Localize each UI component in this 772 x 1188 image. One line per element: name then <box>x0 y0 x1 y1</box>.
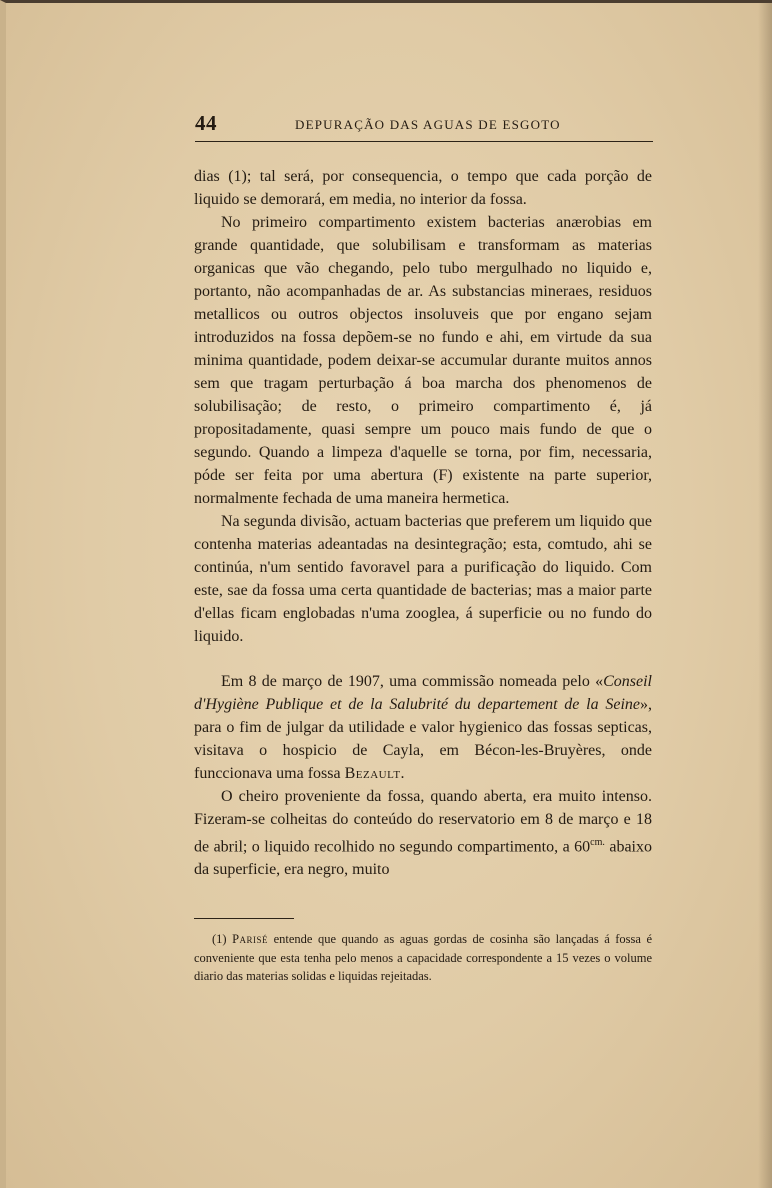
paragraph-4-text-b: », para o fim de julgar da utilidade e valor hygienico das fossas septicas, visitava o hospicio de Cayla, em Bécon-les-Bruyères, onde funccionava uma fossa <box>194 696 652 782</box>
paragraph-5-text-a: O cheiro proveniente da fossa, quando aberta, era muito intenso. Fizeram-se colheitas do conteúdo do reservatorio em 8 de março e 18 de abril; o liquido recolhido no segundo compartimento, a 60 <box>194 788 652 856</box>
bezault-name: Bezault <box>344 765 401 782</box>
footnote-rule <box>194 918 294 919</box>
header-rule <box>195 141 653 142</box>
footnote-text: entende que quando as aguas gordas de cosinha são lançadas á fossa é conveniente que esta tenha pelo menos a capacidade correspondente a 15 vezes o volume diario das materias solidas e liquidas rejeitadas. <box>194 932 653 983</box>
page-number: 44 <box>195 111 217 135</box>
paragraph-4 <box>194 670 652 785</box>
paragraph-4-text-a: Em 8 de março de 1907, uma commissão nomeada pelo « <box>221 673 604 690</box>
paragraph-3: Na segunda divisão, actuam bacterias que preferem um liquido que contenha materias adeantadas na desintegração; esta, comtudo, ahi se continúa, n'um sentido favoravel para a purificação do liquido. Com este, sae da fossa uma certa quantidade de bacterias; mas a maior parte d'ellas ficam englobadas n'uma zooglea, á superficie ou no fundo do liquido. <box>194 513 652 645</box>
footnote-marker: (1) <box>212 932 227 946</box>
footnote-paragraph <box>194 930 652 986</box>
paragraph-4-text-c: . <box>400 765 405 782</box>
paragraph-1: dias (1); tal será, por consequencia, o tempo que cada porção de liquido se demorará, em media, no interior da fossa. <box>194 168 652 208</box>
running-title: DEPURAÇÃO DAS AGUAS DE ESGOTO <box>295 117 561 132</box>
page-header <box>195 111 653 139</box>
paragraph-5 <box>194 785 652 881</box>
conseil-name: Conseil d'Hygiène Publique et de la Salubrité du departement de la Seine <box>194 673 652 713</box>
body-text <box>194 165 652 881</box>
footnote <box>194 930 652 986</box>
paragraph-5-text-b: abaixo da superficie, era negro, muito <box>194 838 652 879</box>
unit-superscript: cm. <box>590 837 605 848</box>
paragraph-2: No primeiro compartimento existem bacterias anærobias em grande quantidade, que solubilisam e transformam as materias organicas que vão chegando, pelo tubo mergulhado no liquido e, portanto, não acompanhadas de ar. As substancias mineraes, residuos metallicos ou outros objectos insoluveis que por engano sejam introduzidos na fossa depõem-se no fundo e ahi, em virtude da sua minima quantidade, podem deixar-se accumular durante muitos annos sem que tragam perturbação á boa marcha dos phenomenos de solubilisação; de resto, o primeiro compartimento é, já propositadamente, quasi sempre um pouco mais fundo de que o segundo. Quando a limpeza d'aquelle se torna, por fim, necessaria, póde ser feita por uma abertura (F) existente na parte superior, normalmente fechada de uma maneira hermetica. <box>194 214 652 507</box>
footnote-author: Parisé <box>232 932 269 946</box>
